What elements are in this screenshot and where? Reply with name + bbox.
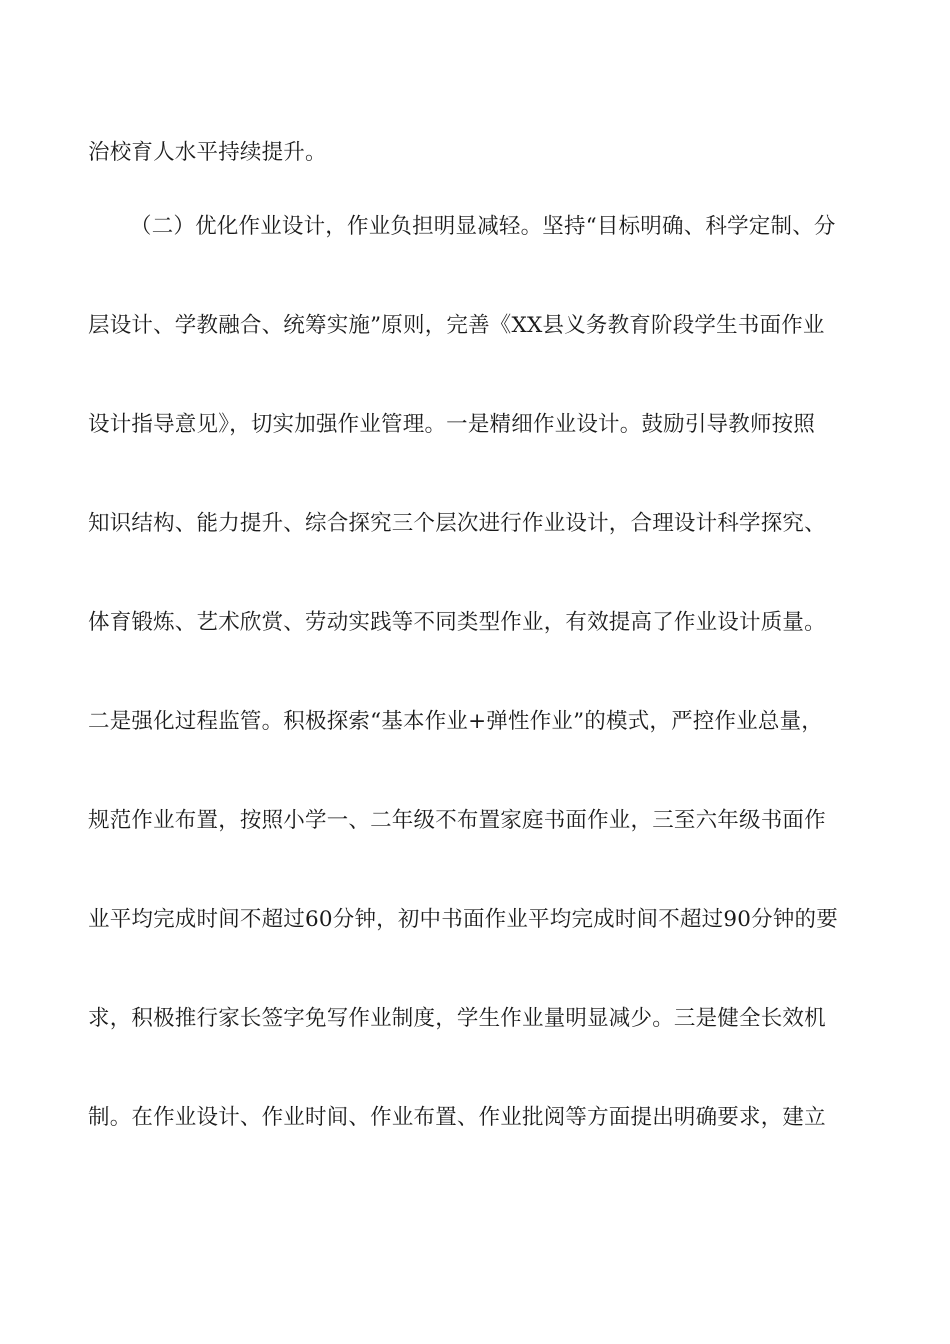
- section-heading-line: （二）优化作业设计，作业负担明显减轻。坚持“目标明确、科学定制、分: [130, 214, 836, 239]
- paragraph-line: 设计指导意见》，切实加强作业管理。一是精细作业设计。鼓励引导教师按照: [88, 412, 816, 437]
- paragraph-line: 业平均完成时间不超过60分钟，初中书面作业平均完成时间不超过90分钟的要: [88, 907, 838, 932]
- paragraph-line: 知识结构、能力提升、综合探究三个层次进行作业设计，合理设计科学探究、: [88, 511, 826, 536]
- paragraph-line: 制。在作业设计、作业时间、作业布置、作业批阅等方面提出明确要求，建立: [88, 1105, 826, 1130]
- paragraph-line: 求，积极推行家长签字免写作业制度，学生作业量明显减少。三是健全长效机: [88, 1006, 826, 1031]
- paragraph-line: 治校育人水平持续提升。: [88, 140, 327, 165]
- paragraph-line: 规范作业布置，按照小学一、二年级不布置家庭书面作业，三至六年级书面作: [88, 808, 826, 833]
- paragraph-line: 层设计、学教融合、统筹实施”原则，完善《XX县义务教育阶段学生书面作业: [88, 313, 825, 338]
- paragraph-line: 二是强化过程监管。积极探索“基本作业+弹性作业”的模式，严控作业总量，: [88, 709, 824, 734]
- paragraph-line: 体育锻炼、艺术欣赏、劳动实践等不同类型作业，有效提高了作业设计质量。: [88, 610, 826, 635]
